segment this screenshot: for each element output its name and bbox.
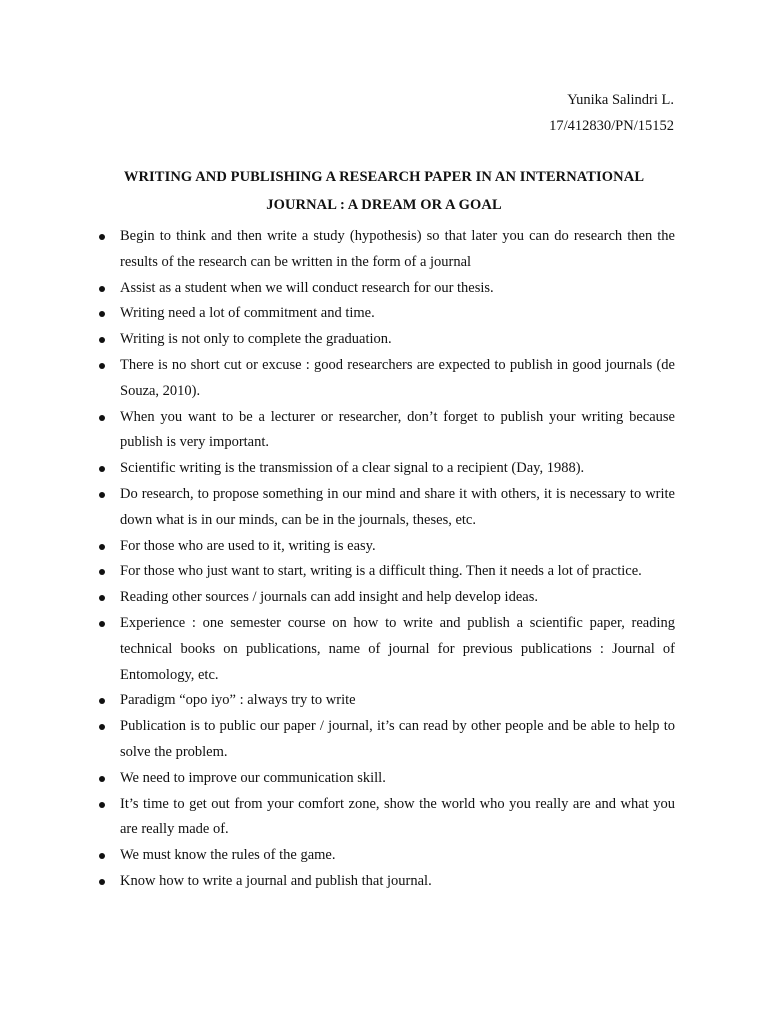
bullet-icon [99, 853, 105, 859]
list-item: It’s time to get out from your comfort zone, show the world who you really are and what you are really made of. [95, 792, 675, 844]
list-item: Experience : one semester course on how to write and publish a scientific paper, reading technical books on publications, name of journal for previous publications : Journal of Entomology, etc. [95, 611, 675, 688]
bullet-icon [99, 415, 105, 421]
list-item: Do research, to propose something in our mind and share it with others, it is necessary to write down what is in our minds, can be in the journals, theses, etc. [95, 482, 675, 534]
bullet-icon [99, 595, 105, 601]
list-item: Scientific writing is the transmission of a clear signal to a recipient (Day, 1988). [95, 456, 675, 482]
list-item: There is no short cut or excuse : good researchers are expected to publish in good journals (de Souza, 2010). [95, 353, 675, 405]
list-item: Paradigm “opo iyo” : always try to write [95, 688, 675, 714]
document-title [90, 163, 678, 219]
list-item: Reading other sources / journals can add insight and help develop ideas. [95, 585, 675, 611]
bullet-icon [99, 621, 105, 627]
title-line-1: WRITING AND PUBLISHING A RESEARCH PAPER IN AN INTERNATIONAL [123, 169, 645, 185]
bullet-icon [99, 544, 105, 550]
author-block [549, 87, 674, 139]
author-name: Yunika Salindri L. [567, 92, 674, 108]
list-item: For those who just want to start, writing is a difficult thing. Then it needs a lot of practice. [95, 559, 675, 585]
list-item: Assist as a student when we will conduct research for our thesis. [95, 276, 675, 302]
bullet-icon [99, 337, 105, 343]
list-item: Know how to write a journal and publish that journal. [95, 869, 675, 895]
list-item: Publication is to public our paper / journal, it’s can read by other people and be able to help to solve the problem. [95, 714, 675, 766]
bullet-icon [99, 286, 105, 292]
bullet-icon [99, 724, 105, 730]
bullet-icon [99, 776, 105, 782]
bullet-list [95, 224, 675, 895]
student-id: 17/412830/PN/15152 [549, 118, 674, 134]
list-item: When you want to be a lecturer or researcher, don’t forget to publish your writing because publish is very important. [95, 405, 675, 457]
bullet-icon [99, 311, 105, 317]
bullet-icon [99, 492, 105, 498]
list-item: For those who are used to it, writing is easy. [95, 534, 675, 560]
bullet-icon [99, 802, 105, 808]
list-item: We must know the rules of the game. [95, 843, 675, 869]
list-item: We need to improve our communication skill. [95, 766, 675, 792]
bullet-icon [99, 234, 105, 240]
list-item: Writing need a lot of commitment and time. [95, 301, 675, 327]
bullet-icon [99, 698, 105, 704]
bullet-icon [99, 466, 105, 472]
title-line-2: JOURNAL : A DREAM OR A GOAL [266, 197, 502, 213]
bullet-icon [99, 363, 105, 369]
bullet-icon [99, 569, 105, 575]
list-item: Writing is not only to complete the graduation. [95, 327, 675, 353]
list-item: Begin to think and then write a study (hypothesis) so that later you can do research then the results of the research can be written in the form of a journal [95, 224, 675, 276]
bullet-icon [99, 879, 105, 885]
